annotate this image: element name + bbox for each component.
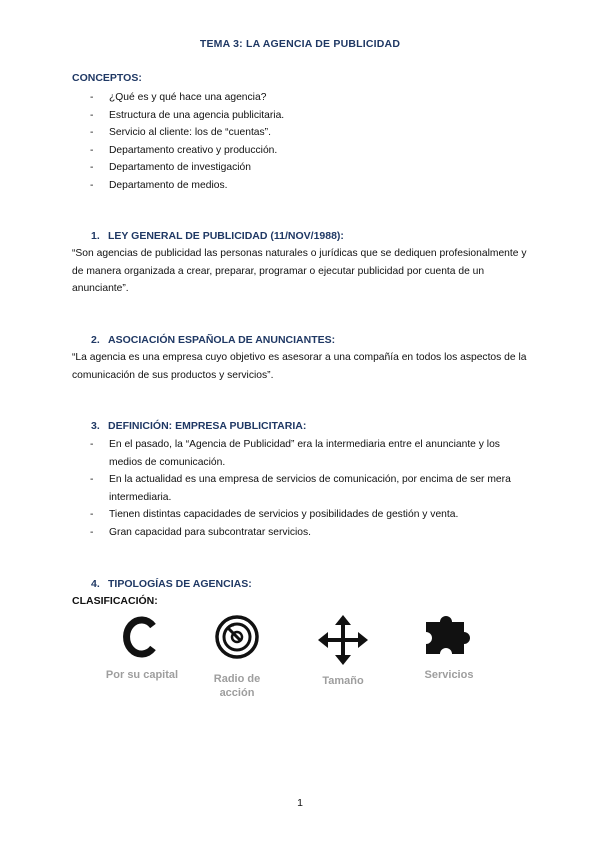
icon-item-capital: [102, 614, 182, 682]
list-item: - Departamento creativo y producción.: [90, 144, 278, 156]
list-item: - Departamento de medios.: [90, 179, 228, 191]
icon-label: Por su capital: [105, 669, 179, 681]
section-2-paragraph: “La agencia es una empresa cuyo objetivo es asesorar a una compañía en todos los aspectos de la comunicación de sus productos y servicios”.: [72, 352, 527, 381]
icon-label: Tamaño: [322, 675, 364, 687]
section-3-heading: 3. DEFINICIÓN: EMPRESA PUBLICITARIA:: [91, 420, 307, 432]
section-4-heading: 4. TIPOLOGÍAS DE AGENCIAS:: [91, 578, 252, 590]
section-1-heading: 1. LEY GENERAL DE PUBLICIDAD (11/NOV/1988):: [91, 230, 344, 242]
list-item: - Departamento de investigación: [90, 162, 251, 173]
icon-item-servicios: [409, 614, 489, 682]
list-item: - Gran capacidad para subcontratar servicios.: [90, 526, 312, 538]
icon-label: Radio de acción: [213, 673, 261, 699]
copyright-c-icon: [120, 614, 164, 660]
section-2-heading: 2. ASOCIACIÓN ESPAÑOLA DE ANUNCIANTES:: [91, 334, 336, 346]
list-item: - ¿Qué es y qué hace una agencia?: [90, 92, 267, 103]
list-item: - Estructura de una agencia publicitaria.: [90, 109, 285, 121]
section-3-list: [72, 436, 532, 541]
conceptos-heading: CONCEPTOS:: [72, 72, 142, 84]
icon-item-radio: [197, 614, 277, 700]
puzzle-piece-icon: [420, 614, 478, 658]
list-item: - Tienen distintas capacidades de servicios y posibilidades de gestión y venta.: [90, 509, 459, 520]
move-arrows-icon: [317, 614, 369, 666]
icon-item-tamano: [303, 614, 383, 688]
radio-target-icon: [214, 614, 260, 660]
icon-label: Servicios: [424, 669, 474, 681]
list-item: - En el pasado, la “Agencia de Publicidad” era la intermediaria entre el anunciante y los medios de comunicación.: [90, 439, 500, 468]
list-item: - Servicio al cliente: los de “cuentas”.: [90, 127, 271, 138]
clasificacion-heading: CLASIFICACIÓN:: [72, 595, 158, 607]
list-item: - En la actualidad es una empresa de servicios de comunicación, por encima de ser mera intermediaria.: [90, 474, 511, 503]
conceptos-list: [72, 89, 532, 194]
section-1-paragraph: “Son agencias de publicidad las personas naturales o jurídicas que se dediquen profesionalmente y de manera organizada a crear, preparar, programar o ejecutar publicidad por cuenta de un anunciante”.: [72, 248, 527, 294]
page-number: 1: [297, 797, 303, 809]
document-title: TEMA 3: LA AGENCIA DE PUBLICIDAD: [199, 38, 401, 50]
